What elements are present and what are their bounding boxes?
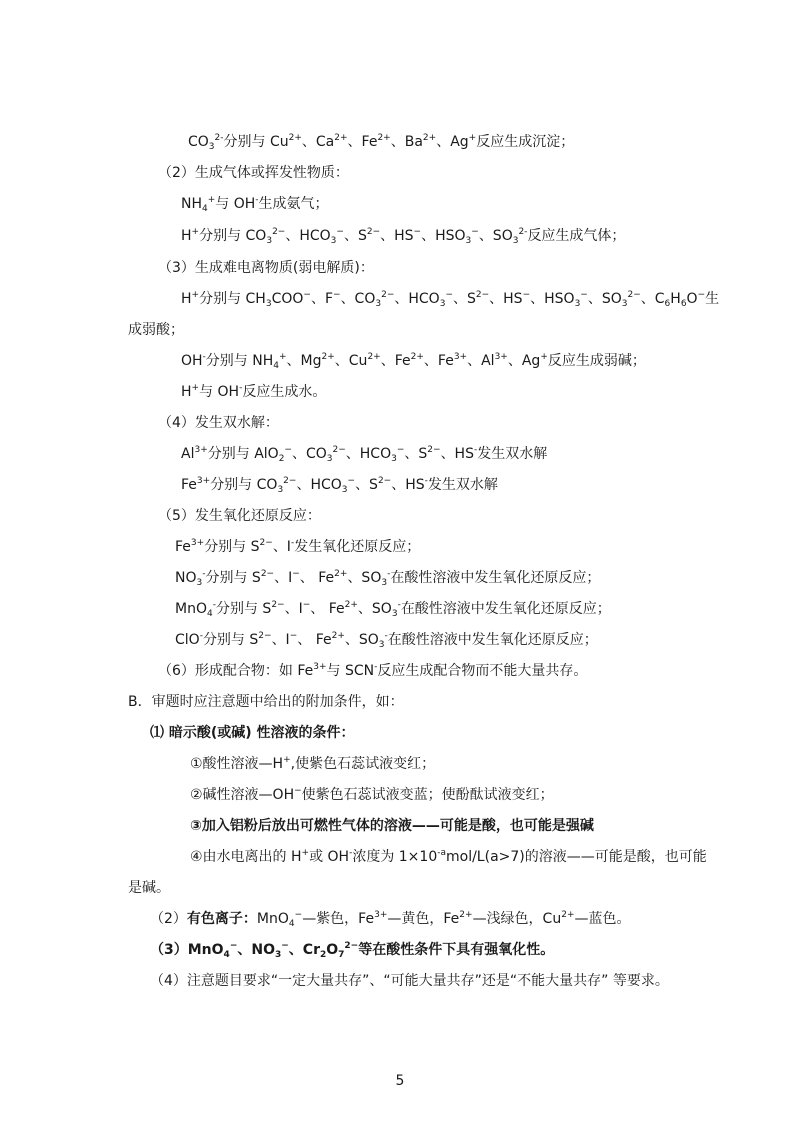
superscript: −	[471, 227, 479, 237]
text-run: 分别与 CH	[199, 291, 266, 307]
text-run: 分别与 S	[202, 632, 259, 648]
text-run: O	[326, 942, 339, 958]
subscript: 3	[378, 640, 385, 650]
text-line	[175, 600, 611, 618]
text-line	[150, 972, 669, 990]
text-run: （3）MnO	[150, 942, 224, 958]
text-run: 发生双水解	[477, 446, 548, 462]
text-run: （2）	[150, 911, 187, 927]
superscript: -	[374, 662, 378, 672]
superscript: 2+	[377, 133, 391, 143]
text-run: ④由水电离出的 H	[190, 849, 302, 865]
text-run: 、SO	[478, 228, 513, 244]
text-line	[181, 476, 498, 494]
text-line	[181, 445, 547, 463]
text-line	[190, 848, 707, 866]
text-run: 、HS	[440, 446, 474, 462]
superscript: 2+	[334, 133, 348, 143]
text-run: 、I	[274, 570, 293, 586]
subscript: 6	[664, 299, 671, 309]
superscript: 2−	[283, 476, 297, 486]
superscript: -	[384, 631, 388, 641]
text-run: —黄色，Fe	[387, 911, 460, 927]
superscript: −	[229, 941, 238, 951]
superscript: 3+	[190, 538, 205, 548]
text-line	[175, 538, 420, 556]
text-line	[181, 195, 329, 213]
text-run: 、HS	[489, 291, 523, 307]
text-run: NH	[181, 196, 202, 212]
subscript: 3	[196, 578, 203, 588]
superscript: +	[283, 755, 291, 765]
superscript: 2−	[259, 538, 273, 548]
subscript: 6	[680, 299, 687, 309]
superscript: -	[349, 848, 353, 858]
superscript: +	[301, 848, 310, 858]
text-run: 分别与 S	[205, 570, 261, 586]
superscript: +	[191, 227, 200, 237]
superscript: 2+	[331, 631, 345, 641]
text-run: （4）发生双水解：	[158, 415, 279, 431]
superscript: 2-	[214, 133, 224, 143]
subscript: 4	[223, 950, 230, 960]
superscript: −	[396, 445, 405, 455]
text-run: B．审题时应注意题中给出的附加条件，如：	[128, 694, 404, 710]
text-run: ClO	[175, 632, 200, 648]
text-run: Al	[181, 446, 195, 462]
text-run: ⑴ 暗示酸(或碱) 性溶液的条件：	[150, 725, 355, 741]
superscript: 2+	[422, 133, 437, 143]
subscript: 3	[330, 236, 337, 246]
text-run: 、SO	[347, 570, 382, 586]
text-run: 使紫色石蕊试液变蓝；使酚酞试液变红；	[301, 787, 554, 803]
superscript: 2-	[518, 227, 528, 237]
text-run: 、CO	[291, 446, 327, 462]
text-run: H	[670, 291, 681, 307]
text-run: 、I	[271, 632, 290, 648]
superscript: 2−	[427, 445, 441, 455]
superscript: -	[290, 538, 295, 548]
text-line	[150, 910, 631, 928]
superscript: +	[191, 290, 200, 300]
superscript: 3+	[374, 910, 388, 920]
text-run: 、C	[640, 291, 665, 307]
subscript: 3	[574, 299, 581, 309]
text-run: MnO	[256, 911, 289, 927]
text-run: —浅绿色，Cu	[472, 911, 562, 927]
text-run: 、S	[404, 446, 428, 462]
text-run: Fe	[175, 539, 191, 555]
text-run: （5）发生氧化还原反应：	[158, 508, 321, 524]
text-run: 或 OH	[309, 849, 350, 865]
text-run: OH	[181, 353, 203, 369]
superscript: 2+	[344, 600, 358, 610]
text-line	[190, 786, 554, 804]
text-run: H	[181, 384, 192, 400]
text-run: 与 OH	[199, 384, 240, 400]
superscript: −	[284, 445, 292, 455]
subscript: 3	[341, 485, 348, 495]
text-run: 生成氨气；	[258, 196, 329, 212]
text-run: （3）生成难电离物质(弱电解质)：	[158, 260, 374, 276]
text-run: 反应生成沉淀；	[476, 134, 575, 150]
subscript: 3	[326, 454, 333, 464]
superscript: −	[697, 290, 706, 300]
text-run: H	[181, 291, 192, 307]
superscript: -	[473, 445, 478, 455]
text-line	[158, 259, 374, 277]
superscript: -	[387, 569, 391, 579]
text-line	[150, 941, 554, 959]
text-run: —蓝色。	[574, 911, 631, 927]
subscript: 3	[465, 236, 472, 246]
text-run: 与 SCN	[326, 663, 375, 679]
superscript: −	[333, 290, 341, 300]
text-line	[158, 507, 321, 525]
subscript: 3	[266, 236, 273, 246]
superscript: 2+	[288, 133, 302, 143]
superscript: −	[281, 941, 289, 951]
text-run: （4）注意题目要求“一定大量共存”、“可能大量共存”还是“不能大量共存” 等要求。	[150, 973, 669, 989]
text-run: NO	[175, 570, 197, 586]
text-run: 、Ba	[390, 134, 423, 150]
text-run: 在酸性溶液中发生氧化还原反应；	[387, 632, 598, 648]
text-line	[128, 321, 184, 339]
text-run: 、CO	[340, 291, 376, 307]
superscript: -	[239, 383, 243, 393]
superscript: 2+	[459, 910, 473, 920]
superscript: -	[199, 631, 203, 641]
text-run: 、Al	[467, 353, 495, 369]
text-run: 在酸性溶液中发生氧化还原反应；	[400, 601, 611, 617]
text-run: MnO	[175, 601, 207, 617]
text-run: 、Fe	[347, 134, 378, 150]
subscript: 3	[375, 299, 382, 309]
page-number: 5	[395, 1073, 405, 1089]
text-run: （6）形成配合物：如 Fe	[158, 663, 314, 679]
superscript: 2−	[366, 227, 381, 237]
text-run: 分别与 AlO	[207, 446, 279, 462]
superscript: +	[191, 383, 200, 393]
text-run: 浓度为 1×10	[352, 849, 438, 865]
text-run: 分别与 CO	[199, 228, 267, 244]
text-run: 、 Fe	[297, 632, 332, 648]
text-run: 、I	[284, 601, 303, 617]
subscript: 3	[381, 578, 388, 588]
text-run: ③加入铝粉后放出可燃性气体的溶液——可能是酸，也可能是强碱	[190, 818, 594, 834]
text-run: 、HCO	[285, 228, 331, 244]
subscript: 4	[273, 361, 279, 371]
superscript: −	[294, 910, 303, 920]
subscript: 3	[439, 299, 446, 309]
superscript: -a	[437, 848, 446, 858]
text-run: 、Fe	[380, 353, 411, 369]
text-run: 、Mg	[286, 353, 322, 369]
superscript: -	[424, 476, 428, 486]
superscript: 2−	[627, 290, 641, 300]
text-line	[175, 631, 598, 649]
text-run: （2）生成气体或挥发性物质：	[158, 165, 349, 181]
text-line	[128, 693, 404, 711]
text-run: 分别与 Cu	[223, 134, 289, 150]
superscript: 2−	[271, 600, 285, 610]
text-run: 生	[705, 291, 720, 307]
text-run: ,使紫色石蕊试液变红；	[290, 756, 436, 772]
subscript: 3	[512, 236, 519, 246]
subscript: 3	[277, 485, 284, 495]
text-run: 、HS	[380, 228, 414, 244]
text-run: 、HCO	[345, 446, 392, 462]
text-run: 分别与 CO	[210, 477, 278, 493]
superscript: -	[397, 600, 401, 610]
text-run: 、HCO	[394, 291, 440, 307]
superscript: -	[202, 352, 206, 362]
superscript: -	[212, 600, 216, 610]
superscript: −	[303, 290, 311, 300]
text-run: 、Ca	[301, 134, 335, 150]
text-run: 、 Fe	[299, 570, 335, 586]
subscript: 7	[338, 950, 345, 960]
superscript: 2+	[367, 352, 381, 362]
superscript: 2+	[321, 352, 335, 362]
text-run: 发生双水解	[427, 477, 498, 493]
superscript: 2−	[475, 290, 490, 300]
subscript: 3	[391, 454, 397, 464]
superscript: 2−	[258, 631, 272, 641]
text-run: 、HSO	[530, 291, 575, 307]
text-line	[181, 383, 326, 401]
subscript: 2	[278, 454, 285, 464]
superscript: −	[347, 476, 356, 486]
superscript: 2+	[410, 352, 424, 362]
superscript: −	[289, 631, 298, 641]
text-run: COO	[271, 291, 304, 307]
superscript: −	[580, 290, 588, 300]
superscript: -	[255, 195, 259, 205]
superscript: 3+	[453, 352, 468, 362]
superscript: 3+	[196, 476, 211, 486]
text-run: CO	[188, 134, 209, 150]
subscript: 4	[206, 609, 213, 619]
text-run: 与 OH	[215, 196, 256, 212]
text-line	[128, 879, 170, 897]
superscript: 2+	[334, 569, 348, 579]
text-run: 、S	[452, 291, 476, 307]
text-run: —紫色，Fe	[302, 911, 375, 927]
superscript: 2−	[377, 476, 392, 486]
superscript: −	[292, 569, 300, 579]
text-run: 发生氧化还原反应；	[294, 539, 421, 555]
text-run: H	[181, 228, 192, 244]
superscript: −	[522, 290, 531, 300]
subscript: 3	[274, 950, 282, 960]
superscript: +	[278, 352, 287, 362]
text-line	[158, 414, 279, 432]
text-run: 、Ag	[507, 353, 541, 369]
text-run: ②碱性溶液—OH	[190, 787, 295, 803]
superscript: 3+	[494, 352, 508, 362]
text-run: 等在酸性条件下具有强氧化性。	[358, 942, 555, 958]
text-run: 分别与 S	[204, 539, 260, 555]
superscript: 2−	[332, 445, 346, 455]
text-line	[188, 133, 574, 151]
text-run: O	[686, 291, 698, 307]
text-run: 、HCO	[296, 477, 342, 493]
superscript: 2−	[260, 569, 275, 579]
superscript: 3+	[194, 445, 208, 455]
superscript: 2−	[272, 227, 286, 237]
text-run: 反应生成气体；	[527, 228, 626, 244]
superscript: -	[202, 569, 206, 579]
superscript: −	[302, 600, 311, 610]
superscript: 2−	[344, 941, 359, 951]
text-run: 、Cr	[288, 942, 320, 958]
superscript: +	[468, 133, 477, 143]
text-run: 、Ag	[436, 134, 469, 150]
text-run: 有色离子：	[186, 911, 257, 927]
text-run: 在酸性溶液中发生氧化还原反应；	[390, 570, 601, 586]
text-run: 分别与 NH	[205, 353, 274, 369]
text-run: 是碱。	[128, 880, 170, 896]
text-run: 、Fe	[423, 353, 454, 369]
subscript: 3	[265, 299, 272, 309]
text-run: 、F	[310, 291, 334, 307]
text-line	[158, 662, 587, 680]
text-line	[181, 352, 646, 370]
text-run: 分别与 S	[215, 601, 272, 617]
superscript: −	[445, 290, 453, 300]
text-run: 、SO	[587, 291, 622, 307]
text-run: 反应生成水。	[242, 384, 327, 400]
text-line	[175, 569, 600, 587]
text-run: 、SO	[344, 632, 379, 648]
subscript: 4	[288, 919, 295, 929]
text-run: 、HSO	[421, 228, 466, 244]
text-run: 、S	[355, 477, 378, 493]
subscript: 2	[319, 950, 327, 960]
subscript: 3	[391, 609, 398, 619]
superscript: 2+	[561, 910, 575, 920]
text-run: 、NO	[237, 942, 275, 958]
text-run: 、S	[343, 228, 367, 244]
text-run: 、HS	[391, 477, 425, 493]
text-line	[181, 227, 625, 245]
text-run: ①酸性溶液—H	[190, 756, 284, 772]
subscript: 3	[621, 299, 628, 309]
text-line	[190, 755, 435, 773]
text-line	[150, 724, 355, 742]
text-run: 成弱酸；	[128, 322, 184, 338]
text-run: 、Cu	[334, 353, 368, 369]
text-run: Fe	[181, 477, 197, 493]
text-line	[158, 164, 349, 182]
text-run: mol/L(a>7)的溶液——可能是酸，也可能	[446, 849, 707, 865]
superscript: −	[294, 786, 302, 796]
superscript: 3+	[313, 662, 327, 672]
superscript: −	[413, 227, 422, 237]
subscript: 4	[202, 204, 208, 214]
text-line	[190, 817, 594, 835]
text-line	[181, 290, 719, 308]
superscript: −	[336, 227, 344, 237]
subscript: 3	[208, 142, 215, 152]
text-run: 反应生成配合物而不能大量共存。	[377, 663, 588, 679]
superscript: +	[207, 195, 216, 205]
text-run: 反应生成弱碱；	[547, 353, 646, 369]
text-run: 、 Fe	[310, 601, 345, 617]
superscript: +	[540, 352, 548, 362]
superscript: 2−	[381, 290, 395, 300]
text-run: 、SO	[357, 601, 392, 617]
text-run: 、I	[272, 539, 291, 555]
